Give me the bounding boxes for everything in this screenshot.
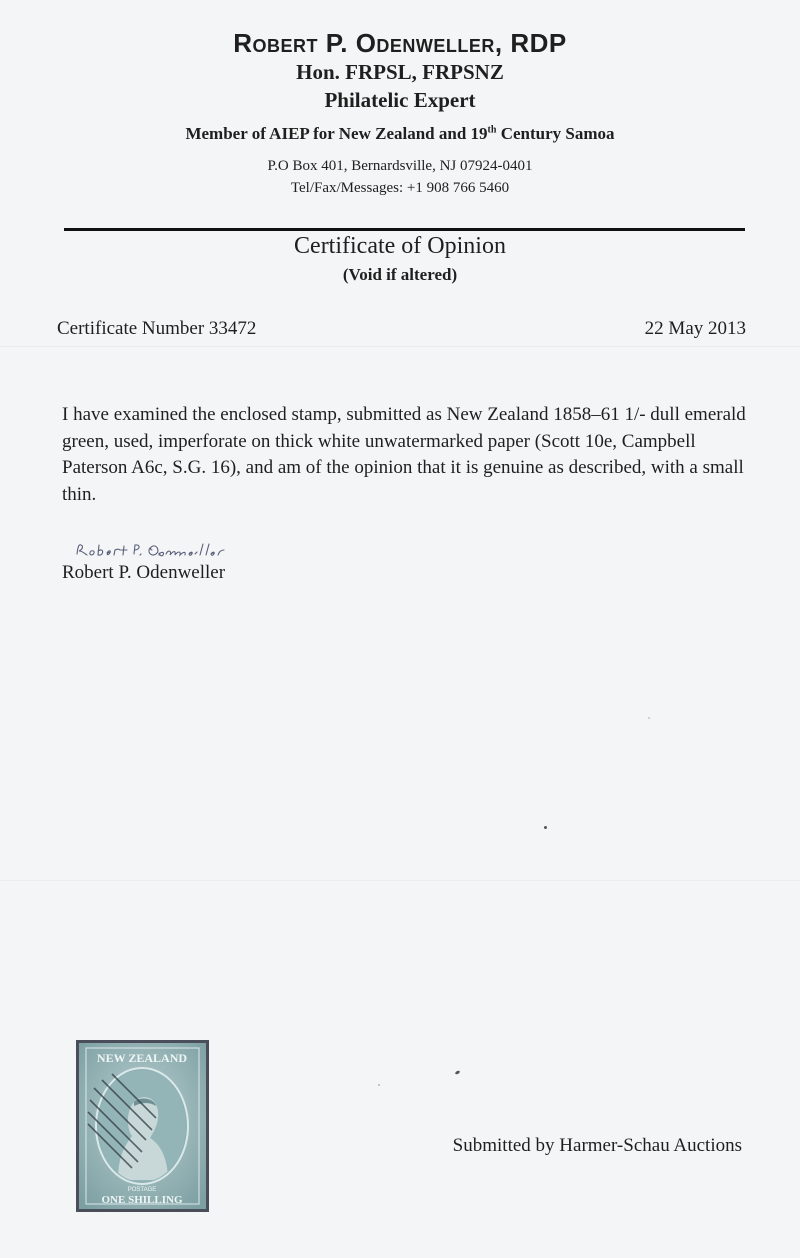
signer-name: Robert P. Odenweller (62, 562, 226, 583)
opinion-text (62, 402, 752, 508)
paper-speck (455, 1070, 461, 1075)
stamp-image (76, 1040, 209, 1212)
handwritten-signature (74, 538, 264, 560)
stamp-value-text: ONE SHILLING (101, 1194, 183, 1206)
fold-line (0, 346, 800, 347)
certificate-number: Certificate Number 33472 (57, 318, 257, 339)
postal-address: P.O Box 401, Bernardsville, NJ 07924-0401 (267, 158, 533, 174)
paper-speck (648, 717, 650, 719)
phone-line: Tel/Fax/Messages: +1 908 766 5460 (290, 180, 510, 196)
paper-speck (544, 826, 547, 829)
opinion-paragraph: I have examined the enclosed stamp, submitted as New Zealand 1858–61 1/- dull emerald green, used, imperforate on thick white unwatermarked paper (Scott 10e, Campbell Paterson A6c, S.G. 16), and am of the opinion that it is genuine as described, with a small thin. (62, 404, 746, 505)
fold-line (0, 880, 800, 881)
expert-title: Philatelic Expert (324, 88, 476, 112)
expert-honors: Hon. FRPSL, FRPSNZ (296, 60, 504, 84)
membership-line: Member of AIEP for New Zealand and 19th Century Samoa (185, 124, 615, 143)
paper-speck (378, 1084, 380, 1086)
submitted-by: Submitted by Harmer-Schau Auctions (452, 1135, 742, 1156)
expert-name: Robert P. Odenweller, RDP (233, 28, 567, 58)
void-note: (Void if altered) (342, 265, 458, 284)
certificate-title: Certificate of Opinion (294, 233, 506, 259)
header-divider (64, 228, 745, 231)
certificate-date: 22 May 2013 (644, 318, 746, 339)
stamp-top-text: NEW ZEALAND (96, 1051, 188, 1065)
stamp-postage-text: POSTAGE (127, 1187, 157, 1193)
